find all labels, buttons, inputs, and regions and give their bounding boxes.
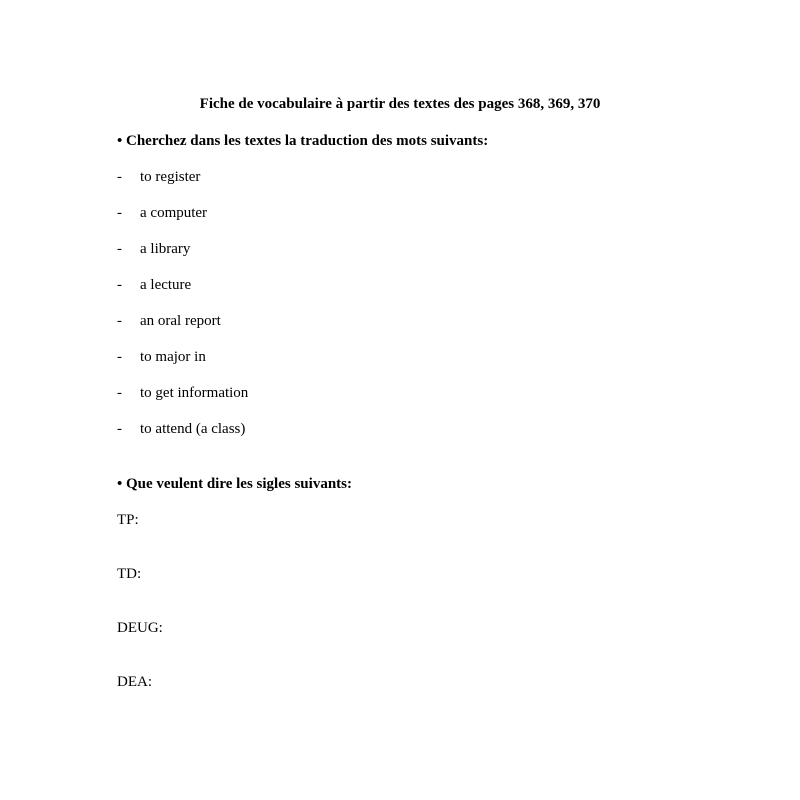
acronym-item: DEA:	[117, 674, 152, 690]
list-bullet: -	[117, 313, 122, 329]
acronym-item: DEUG:	[117, 620, 163, 636]
vocabulary-term: a library	[140, 241, 191, 257]
page-title: Fiche de vocabulaire à partir des textes des pages 368, 369, 370	[199, 96, 601, 112]
list-bullet: -	[117, 169, 122, 185]
acronym-item: TP:	[117, 512, 139, 528]
list-bullet: -	[117, 241, 122, 257]
vocabulary-term: to attend (a class)	[140, 421, 246, 437]
acronym-item: TD:	[117, 566, 142, 582]
section-heading-acronyms: • Que veulent dire les sigles suivants:	[117, 476, 352, 492]
vocabulary-term: to register	[140, 169, 201, 185]
list-bullet: -	[117, 349, 122, 365]
section-heading-vocabulary: • Cherchez dans les textes la traduction des mots suivants:	[117, 133, 489, 149]
vocabulary-term: to major in	[140, 349, 206, 365]
vocabulary-term: a lecture	[140, 277, 192, 293]
vocabulary-term: an oral report	[140, 313, 221, 329]
list-bullet: -	[117, 205, 122, 221]
list-bullet: -	[117, 421, 122, 437]
acronym-list	[117, 510, 163, 726]
vocabulary-term: a computer	[140, 205, 208, 221]
list-bullet: -	[117, 385, 122, 401]
vocabulary-term: to get information	[140, 385, 249, 401]
list-bullet: -	[117, 277, 122, 293]
